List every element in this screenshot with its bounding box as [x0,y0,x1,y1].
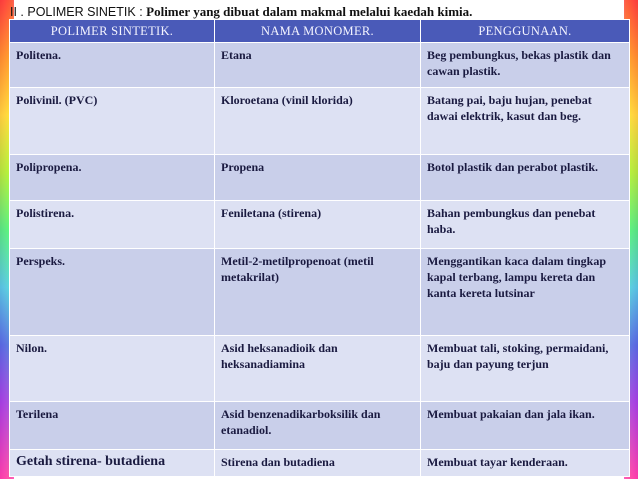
cell-usage: Beg pembungkus, bekas plastik dan cawan plastik. [421,43,630,88]
cell-monomer: Feniletana (stirena) [215,200,421,249]
cell-usage: Membuat tayar kenderaan. [421,449,630,476]
heading-text: Polimer yang dibuat dalam makmal melalui kaedah kimia. [146,4,473,19]
table-row [10,449,630,476]
cell-usage: Membuat pakaian dan jala ikan. [421,402,630,450]
table-row [10,335,630,402]
cell-monomer: Metil-2-metilpropenoat (metil metakrilat) [215,249,421,335]
table-row [10,200,630,249]
table-row [10,402,630,450]
page-heading [10,4,630,20]
cell-monomer: Stirena dan butadiena [215,449,421,476]
table-row [10,249,630,335]
cell-monomer: Kloroetana (vinil klorida) [215,88,421,155]
cell-monomer: Asid heksanadioik dan heksanadiamina [215,335,421,402]
cell-monomer: Etana [215,43,421,88]
cell-polymer: Getah stirena- butadiena [10,449,215,476]
header-usage: PENGGUNAAN. [421,20,630,43]
cell-usage: Membuat tali, stoking, permaidani, baju dan payung terjun [421,335,630,402]
table-row [10,43,630,88]
cell-usage: Bahan pembungkus dan penebat haba. [421,200,630,249]
cell-polymer: Polistirena. [10,200,215,249]
cell-polymer: Polipropena. [10,155,215,200]
cell-monomer: Asid benzenadikarboksilik dan etanadiol. [215,402,421,450]
header-monomer: NAMA MONOMER. [215,20,421,43]
heading-prefix: II . POLIMER SINETIK : [10,5,147,19]
cell-usage: Batang pai, baju hujan, penebat dawai elektrik, kasut dan beg. [421,88,630,155]
header-row [10,20,630,43]
table-row [10,155,630,200]
cell-usage: Menggantikan kaca dalam tingkap kapal terbang, lampu kereta dan kanta kereta lutsinar [421,249,630,335]
cell-polymer: Terilena [10,402,215,450]
cell-usage: Botol plastik dan perabot plastik. [421,155,630,200]
polymer-table [9,19,630,477]
table-row [10,88,630,155]
cell-polymer: Polivinil. (PVC) [10,88,215,155]
cell-polymer: Nilon. [10,335,215,402]
cell-polymer: Perspeks. [10,249,215,335]
cell-polymer: Politena. [10,43,215,88]
cell-monomer: Propena [215,155,421,200]
header-polymer: POLIMER SINTETIK. [10,20,215,43]
